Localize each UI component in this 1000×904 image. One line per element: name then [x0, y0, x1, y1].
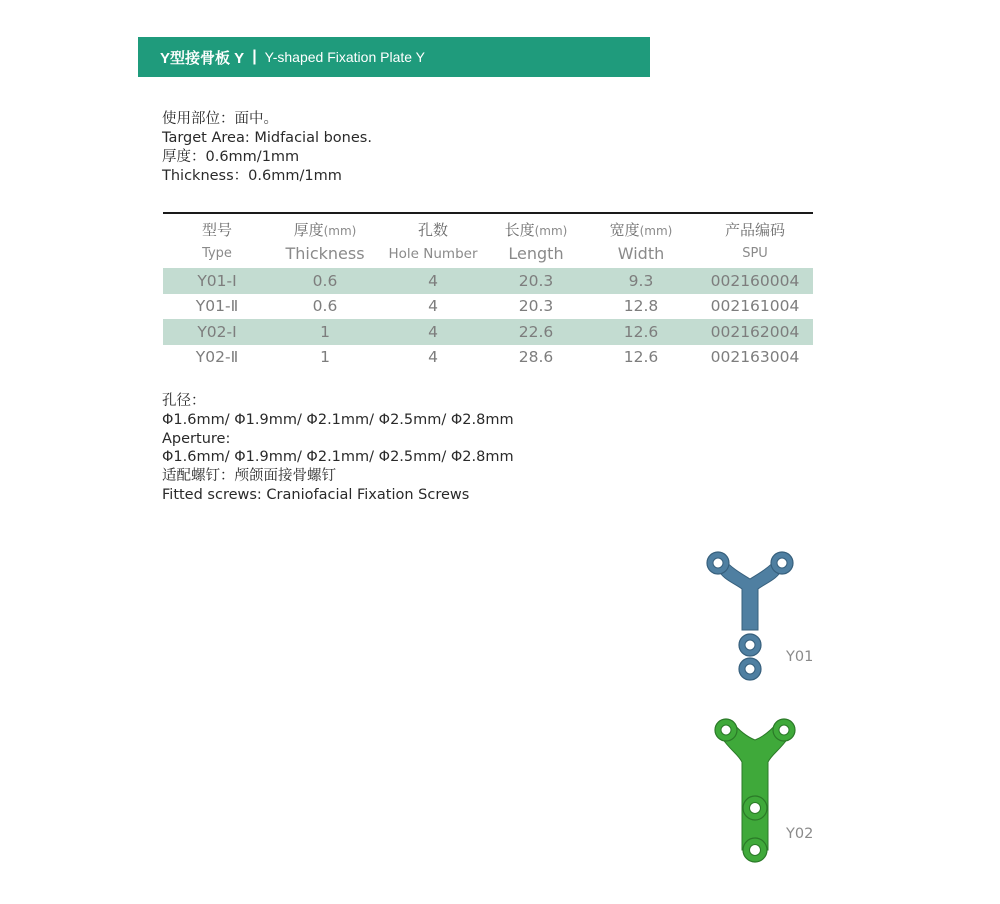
- col-spu-en: SPU: [742, 246, 768, 261]
- y01-hole-bottom-bore: [745, 664, 755, 674]
- cell-length: 22.6: [487, 319, 585, 345]
- cell-length: 20.3: [518, 297, 554, 316]
- aperture-label-en: Aperture:: [162, 430, 231, 447]
- intro-text: [162, 110, 372, 186]
- cell-width: 12.8: [623, 297, 659, 316]
- cell-width: 12.6: [623, 348, 659, 367]
- header-row: [163, 213, 813, 268]
- spec-table: [163, 212, 813, 370]
- target-area-en: Target Area: Midfacial bones.: [162, 130, 372, 146]
- y02-plate-image: [708, 710, 803, 870]
- aperture-text: [162, 392, 514, 505]
- y02-hole-right-bore: [779, 725, 789, 735]
- col-thickness-unit: (mm): [323, 224, 357, 238]
- table-row: [163, 319, 813, 345]
- y02-plate-body: [722, 722, 788, 850]
- cell-holes: 4: [379, 319, 487, 345]
- col-type: [163, 213, 271, 268]
- y01-plate-image: [700, 545, 810, 690]
- header-separator: |: [252, 48, 257, 65]
- cell-thickness: 0.6: [271, 268, 379, 294]
- cell-spu: 002162004: [697, 319, 813, 345]
- cell-holes: 4: [428, 297, 438, 316]
- cell-holes: 4: [379, 268, 487, 294]
- target-area-cn: 使用部位：面中。: [162, 111, 278, 127]
- cell-type: Y01-Ⅱ: [195, 297, 239, 316]
- col-length-cn: 长度: [504, 221, 535, 239]
- col-length-en: Length: [508, 244, 564, 263]
- cell-thickness: 0.6: [312, 297, 338, 316]
- header-title-en: Y-shaped Fixation Plate Y: [264, 49, 426, 65]
- aperture-label-cn: 孔径：: [162, 393, 206, 409]
- table-row: [163, 268, 813, 294]
- col-type-cn: 型号: [201, 221, 232, 239]
- cell-thickness: 1: [271, 319, 379, 345]
- header-title-cn: Y型接骨板 Y: [160, 49, 245, 67]
- cell-spu: 002160004: [697, 268, 813, 294]
- y01-label: Y01: [786, 649, 814, 665]
- col-width-en: Width: [617, 244, 665, 263]
- cell-length: 20.3: [487, 268, 585, 294]
- cell-spu: 002161004: [710, 297, 800, 316]
- col-holes-cn: 孔数: [417, 221, 448, 239]
- col-thickness-cn: 厚度: [293, 221, 324, 239]
- col-thickness: [271, 213, 379, 268]
- col-type-en: Type: [202, 246, 232, 261]
- aperture-values-cn: Φ1.6mm/ Φ1.9mm/ Φ2.1mm/ Φ2.5mm/ Φ2.8mm: [162, 411, 514, 428]
- table-row: [163, 345, 813, 371]
- fitted-screws-en: Fitted screws: Craniofacial Fixation Screws: [162, 486, 470, 503]
- y02-hole-left-bore: [721, 725, 731, 735]
- cell-holes: 4: [428, 348, 438, 367]
- y02-label: Y02: [786, 826, 814, 842]
- cell-spu: 002163004: [710, 348, 800, 367]
- cell-type: Y01-Ⅰ: [163, 268, 271, 294]
- cell-width: 9.3: [585, 268, 697, 294]
- fitted-screws-cn: 适配螺钉：颅颌面接骨螺钉: [162, 468, 336, 485]
- aperture-values-en: Φ1.6mm/ Φ1.9mm/ Φ2.1mm/ Φ2.5mm/ Φ2.8mm: [162, 449, 514, 466]
- y01-hole-mid-bore: [745, 640, 755, 650]
- col-width-cn: 宽度: [609, 221, 640, 239]
- y01-hole-right-bore: [777, 558, 787, 568]
- col-thickness-en: Thickness: [285, 244, 365, 263]
- y02-hole-bottom-bore: [750, 845, 761, 856]
- thickness-cn: 厚度：0.6mm/1mm: [162, 149, 300, 165]
- section-header: [138, 37, 650, 77]
- y01-plate-body: [718, 559, 782, 630]
- table-row: [163, 294, 813, 320]
- col-holes-en: Hole Number: [388, 246, 478, 262]
- col-spu-cn: 产品编码: [724, 221, 785, 239]
- col-length: [487, 213, 585, 268]
- thickness-en: Thickness：0.6mm/1mm: [162, 168, 342, 184]
- cell-type: Y02-Ⅰ: [163, 319, 271, 345]
- col-hole-number: [379, 213, 487, 268]
- cell-length: 28.6: [518, 348, 554, 367]
- col-spu: [697, 213, 813, 268]
- col-length-unit: (mm): [534, 224, 568, 238]
- cell-type: Y02-Ⅱ: [195, 348, 239, 367]
- col-width: [585, 213, 697, 268]
- col-width-unit: (mm): [639, 224, 673, 238]
- cell-thickness: 1: [320, 348, 330, 367]
- y02-hole-mid-bore: [750, 803, 761, 814]
- y01-hole-left-bore: [713, 558, 723, 568]
- cell-width: 12.6: [585, 319, 697, 345]
